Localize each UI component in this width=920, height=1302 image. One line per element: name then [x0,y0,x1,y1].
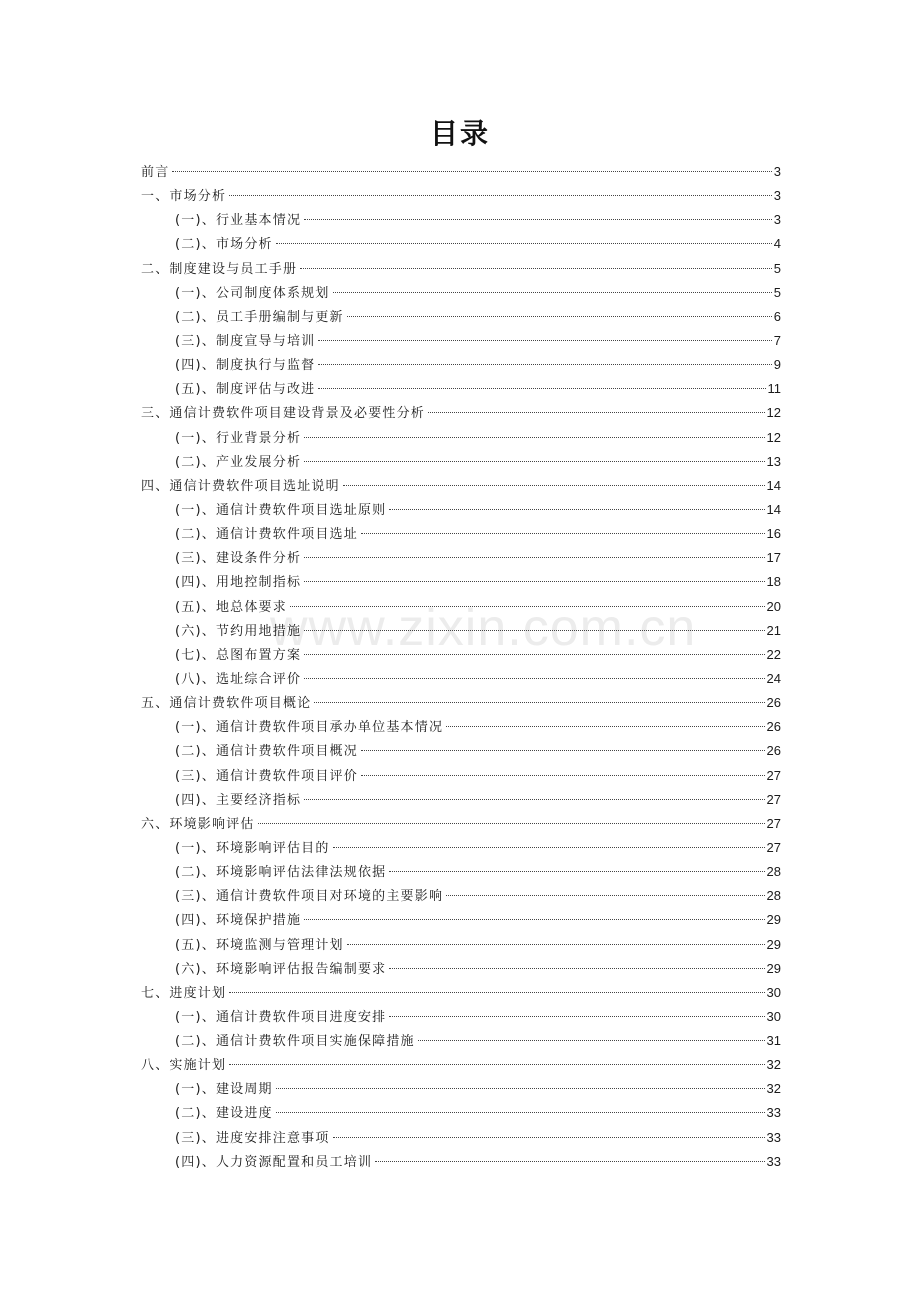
toc-entry-label: (一)、通信计费软件项目承办单位基本情况 [175,720,444,736]
toc-entry-label: (二)、通信计费软件项目概况 [175,744,358,760]
toc-page-number: 16 [766,526,781,542]
toc-entry-label: (二)、通信计费软件项目实施保障措施 [175,1034,415,1050]
toc-page-number: 7 [773,332,781,348]
toc-entry-label: (一)、通信计费软件项目进度安排 [175,1009,387,1025]
toc-dot-leader [276,243,772,244]
toc-page-number: 12 [766,405,781,421]
toc-dot-leader [333,847,765,848]
toc-page-number: 27 [766,839,781,855]
toc-entry-label: 六、环境影响评估 [141,816,255,832]
toc-entry-6[interactable] [141,305,781,329]
toc-dot-leader [318,388,765,389]
toc-dot-leader [276,1088,765,1089]
toc-entry-label: (一)、公司制度体系规划 [175,285,330,301]
toc-page-number: 30 [766,1008,781,1024]
toc-entry-label: 四、通信计费软件项目选址说明 [141,478,340,494]
toc-entry-29[interactable] [141,860,781,884]
toc-entry-label: 前言 [141,165,170,180]
toc-entry-label: (五)、地总体要求 [175,599,287,615]
toc-dot-leader [318,364,771,365]
toc-dot-leader [258,823,765,824]
toc-entry-label: (二)、建设进度 [175,1106,273,1122]
toc-page-number: 27 [766,791,781,807]
toc-page-number: 33 [766,1153,781,1169]
toc-page-number: 3 [773,212,781,228]
toc-entry-label: (三)、通信计费软件项目评价 [175,768,358,784]
toc-dot-leader [389,871,764,872]
toc-entry-19[interactable] [141,619,781,643]
toc-dot-leader [290,606,765,607]
toc-entry-2[interactable] [141,208,781,232]
toc-page-number: 24 [766,670,781,686]
toc-entry-39[interactable] [141,1101,781,1125]
toc-entry-18[interactable] [141,595,781,619]
toc-page-number: 5 [773,284,781,300]
toc-dot-leader [446,726,764,727]
toc-page-number: 26 [766,719,781,735]
toc-entry-8[interactable] [141,353,781,377]
toc-page-number: 26 [766,743,781,759]
toc-entry-38[interactable] [141,1077,781,1101]
toc-entry-21[interactable] [141,667,781,691]
toc-entry-label: (二)、环境影响评估法律法规依据 [175,865,387,881]
toc-entry-41[interactable] [141,1150,781,1174]
toc-entry-36[interactable] [141,1029,781,1053]
toc-entry-15[interactable] [141,522,781,546]
toc-dot-leader [318,340,771,341]
toc-dot-leader [300,268,772,269]
toc-dot-leader [304,461,764,462]
toc-entry-7[interactable] [141,329,781,353]
toc-entry-37[interactable] [141,1053,781,1077]
toc-page-number: 29 [766,960,781,976]
toc-dot-leader [304,630,764,631]
toc-entry-label: (一)、环境影响评估目的 [175,840,330,856]
toc-page-number: 30 [766,984,781,1000]
toc-dot-leader [172,171,771,172]
toc-entry-label: (七)、总图布置方案 [175,647,302,663]
toc-entry-label: 五、通信计费软件项目概论 [141,696,312,712]
toc-page-number: 27 [766,815,781,831]
toc-entry-10[interactable] [141,401,781,425]
toc-entry-14[interactable] [141,498,781,522]
toc-entry-40[interactable] [141,1126,781,1150]
toc-dot-leader [304,557,764,558]
toc-entry-12[interactable] [141,450,781,474]
toc-entry-9[interactable] [141,377,781,401]
toc-entry-0[interactable] [141,160,781,184]
toc-entry-label: (四)、制度执行与监督 [175,358,316,374]
toc-dot-leader [333,292,772,293]
toc-entry-label: (四)、主要经济指标 [175,792,302,808]
toc-entry-22[interactable] [141,691,781,715]
toc-entry-28[interactable] [141,836,781,860]
toc-page-number: 33 [766,1105,781,1121]
toc-dot-leader [375,1161,764,1162]
toc-entry-17[interactable] [141,570,781,594]
toc-dot-leader [347,944,765,945]
toc-entry-label: (二)、市场分析 [175,237,273,253]
toc-dot-leader [418,1040,765,1041]
toc-dot-leader [276,1112,765,1113]
toc-entry-label: (三)、制度宣导与培训 [175,333,316,349]
toc-entry-label: 八、实施计划 [141,1058,227,1074]
toc-entry-label: (三)、通信计费软件项目对环境的主要影响 [175,889,444,905]
toc-page-number: 17 [766,550,781,566]
toc-entry-label: (二)、产业发展分析 [175,454,302,470]
toc-entry-11[interactable] [141,426,781,450]
toc-dot-leader [304,437,764,438]
toc-dot-leader [343,485,765,486]
toc-entry-label: (三)、进度安排注意事项 [175,1130,330,1146]
toc-page-number: 28 [766,864,781,880]
toc-page-number: 29 [766,936,781,952]
toc-entry-1[interactable] [141,184,781,208]
toc-entry-label: (六)、环境影响评估报告编制要求 [175,961,387,977]
toc-dot-leader [304,919,764,920]
toc-page-number: 3 [773,164,781,179]
toc-page-number: 6 [773,308,781,324]
toc-page-number: 22 [766,646,781,662]
toc-page-number: 32 [766,1057,781,1073]
toc-entry-label: (一)、行业背景分析 [175,430,302,446]
toc-entry-label: (六)、节约用地措施 [175,623,302,639]
toc-page-number: 32 [766,1081,781,1097]
toc-entry-label: 一、市场分析 [141,189,227,205]
toc-dot-leader [446,895,764,896]
toc-entry-label: (四)、用地控制指标 [175,575,302,591]
toc-page-number: 11 [767,381,781,397]
toc-page-number: 3 [773,188,781,204]
toc-entry-30[interactable] [141,884,781,908]
watermark: www.zixin.com.cn [270,599,697,657]
toc-entry-label: (四)、人力资源配置和员工培训 [175,1154,373,1170]
toc-dot-leader [347,316,772,317]
toc-entry-3[interactable] [141,232,781,256]
toc-dot-leader [389,509,764,510]
toc-page-number: 4 [773,236,781,252]
toc-page-number: 28 [766,888,781,904]
toc-dot-leader [314,702,764,703]
toc-dot-leader [304,799,764,800]
toc-entry-label: (三)、建设条件分析 [175,551,302,567]
toc-page-number: 31 [766,1033,781,1049]
toc-entry-label: (一)、行业基本情况 [175,213,302,229]
toc-dot-leader [361,533,765,534]
toc-entry-label: (二)、通信计费软件项目选址 [175,527,358,543]
toc-dot-leader [428,412,765,413]
toc-dot-leader [389,1016,764,1017]
toc-list [141,160,781,1174]
toc-page-number: 29 [766,912,781,928]
toc-entry-label: 三、通信计费软件项目建设背景及必要性分析 [141,406,426,422]
toc-entry-label: (一)、通信计费软件项目选址原则 [175,502,387,518]
page-title: 目录 [429,117,490,150]
toc-entry-label: (五)、制度评估与改进 [175,382,316,398]
toc-entry-label: (二)、员工手册编制与更新 [175,309,344,325]
toc-entry-label: (一)、建设周期 [175,1082,273,1098]
toc-entry-23[interactable] [141,715,781,739]
toc-entry-32[interactable] [141,933,781,957]
toc-entry-24[interactable] [141,739,781,763]
toc-page-number: 33 [766,1129,781,1145]
toc-page-number: 14 [766,501,781,517]
toc-entry-16[interactable] [141,546,781,570]
toc-entry-13[interactable] [141,474,781,498]
toc-dot-leader [304,581,764,582]
toc-page-number: 12 [766,429,781,445]
toc-entry-26[interactable] [141,788,781,812]
toc-entry-label: 二、制度建设与员工手册 [141,261,298,277]
toc-page-number: 9 [773,357,781,373]
toc-entry-20[interactable] [141,643,781,667]
toc-entry-label: (八)、选址综合评价 [175,671,302,687]
toc-dot-leader [229,1064,764,1065]
toc-dot-leader [361,775,765,776]
toc-entry-27[interactable] [141,812,781,836]
toc-page-number: 27 [766,767,781,783]
toc-dot-leader [389,968,764,969]
toc-entry-label: (五)、环境监测与管理计划 [175,937,344,953]
toc-page-number: 21 [766,622,781,638]
toc-dot-leader [229,992,764,993]
toc-dot-leader [304,654,764,655]
toc-entry-33[interactable] [141,957,781,981]
toc-page-number: 13 [766,453,781,469]
toc-page-number: 18 [766,574,781,590]
toc-dot-leader [333,1137,765,1138]
toc-dot-leader [304,219,772,220]
toc-entry-label: (四)、环境保护措施 [175,913,302,929]
toc-entry-25[interactable] [141,764,781,788]
toc-entry-label: 七、进度计划 [141,985,227,1001]
toc-entry-4[interactable] [141,257,781,281]
toc-entry-34[interactable] [141,981,781,1005]
toc-entry-35[interactable] [141,1005,781,1029]
toc-page-number: 14 [766,477,781,493]
toc-dot-leader [229,195,772,196]
toc-page-number: 20 [766,598,781,614]
toc-entry-31[interactable] [141,908,781,932]
toc-page-number: 5 [773,260,781,276]
toc-page-number: 26 [766,695,781,711]
toc-dot-leader [361,750,765,751]
toc-dot-leader [304,678,764,679]
toc-entry-5[interactable] [141,281,781,305]
